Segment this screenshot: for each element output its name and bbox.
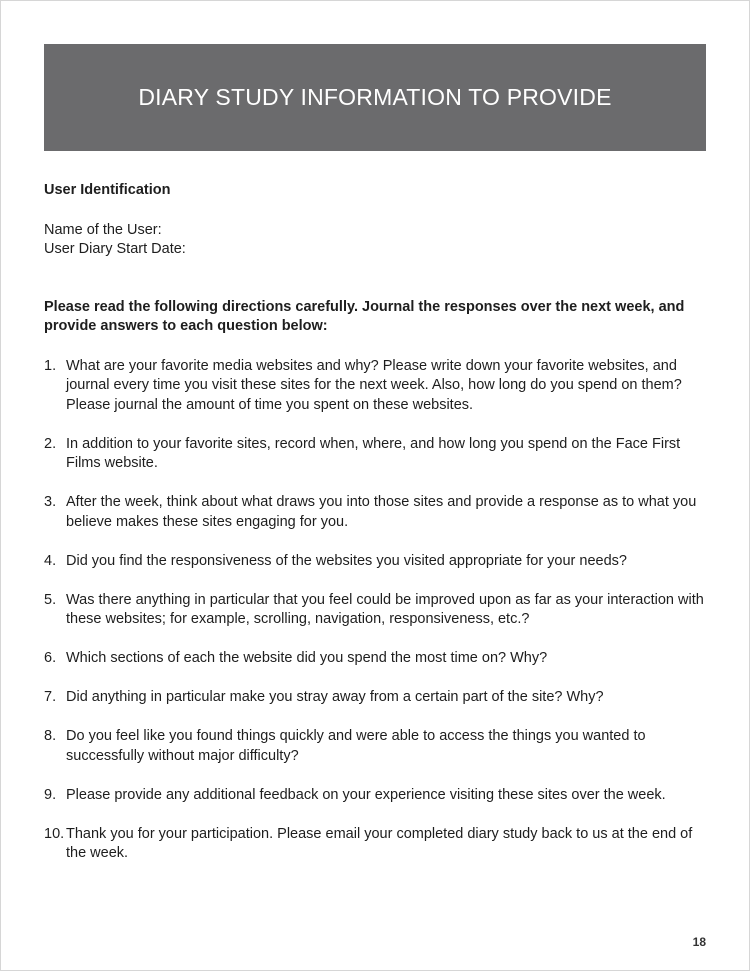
question-item xyxy=(44,435,706,474)
question-number: 9. xyxy=(44,786,57,803)
question-item xyxy=(44,649,706,669)
question-number: 1. xyxy=(44,357,57,374)
user-identification-heading: User Identification xyxy=(44,182,171,198)
question-text: Which sections of each the website did you spend the most time on? Why? xyxy=(66,650,548,666)
question-item xyxy=(44,552,706,572)
question-text: Please provide any additional feedback on your experience visiting these sites over the week. xyxy=(66,786,666,803)
question-item xyxy=(44,786,706,806)
question-text: Thank you for your participation. Please email your completed diary study back to us at the end of the week. xyxy=(66,825,693,861)
question-item xyxy=(44,591,706,630)
question-item xyxy=(44,688,706,708)
question-list xyxy=(44,357,706,864)
question-number: 5. xyxy=(44,591,57,608)
question-item xyxy=(44,825,706,864)
question-item xyxy=(44,727,706,766)
question-text: Did anything in particular make you stray away from a certain part of the site? Why? xyxy=(66,689,604,705)
page-number: 18 xyxy=(692,935,706,949)
user-name-label: Name of the User: xyxy=(44,221,162,238)
question-item xyxy=(44,357,706,416)
document-body xyxy=(44,181,706,883)
question-number: 3. xyxy=(44,494,57,510)
question-text: Did you find the responsiveness of the websites you visited appropriate for your needs? xyxy=(66,552,627,569)
question-text: Do you feel like you found things quickly and were able to access the things you wanted to successfully without major difficulty? xyxy=(66,728,646,764)
question-number: 7. xyxy=(44,689,57,705)
start-date-label: User Diary Start Date: xyxy=(44,241,186,257)
question-number: 4. xyxy=(44,552,57,569)
question-item xyxy=(44,493,706,532)
question-text: After the week, think about what draws you into those sites and provide a response as to what you believe makes these sites engaging for you. xyxy=(66,494,697,530)
question-text: What are your favorite media websites and why? Please write down your favorite websites, and journal every time you visit these sites for the next week. Also, how long do you spend on them? Please journal the amount of time you spent on these websites. xyxy=(66,357,682,413)
identification-fields xyxy=(44,221,706,260)
question-number: 2. xyxy=(44,435,57,452)
question-text: In addition to your favorite sites, record when, where, and how long you spend on the Face First Films website. xyxy=(66,435,681,471)
title-banner xyxy=(44,44,706,151)
page-title: DIARY STUDY INFORMATION TO PROVIDE xyxy=(138,84,612,110)
question-number: 10. xyxy=(44,825,65,842)
question-number: 8. xyxy=(44,728,57,744)
question-number: 6. xyxy=(44,650,57,666)
directions-text: Please read the following directions carefully. Journal the responses over the next week, and provide answers to each question below: xyxy=(44,298,685,334)
question-text: Was there anything in particular that you feel could be improved upon as far as your interaction with these websites; for example, scrolling, navigation, responsiveness, etc.? xyxy=(66,591,704,627)
